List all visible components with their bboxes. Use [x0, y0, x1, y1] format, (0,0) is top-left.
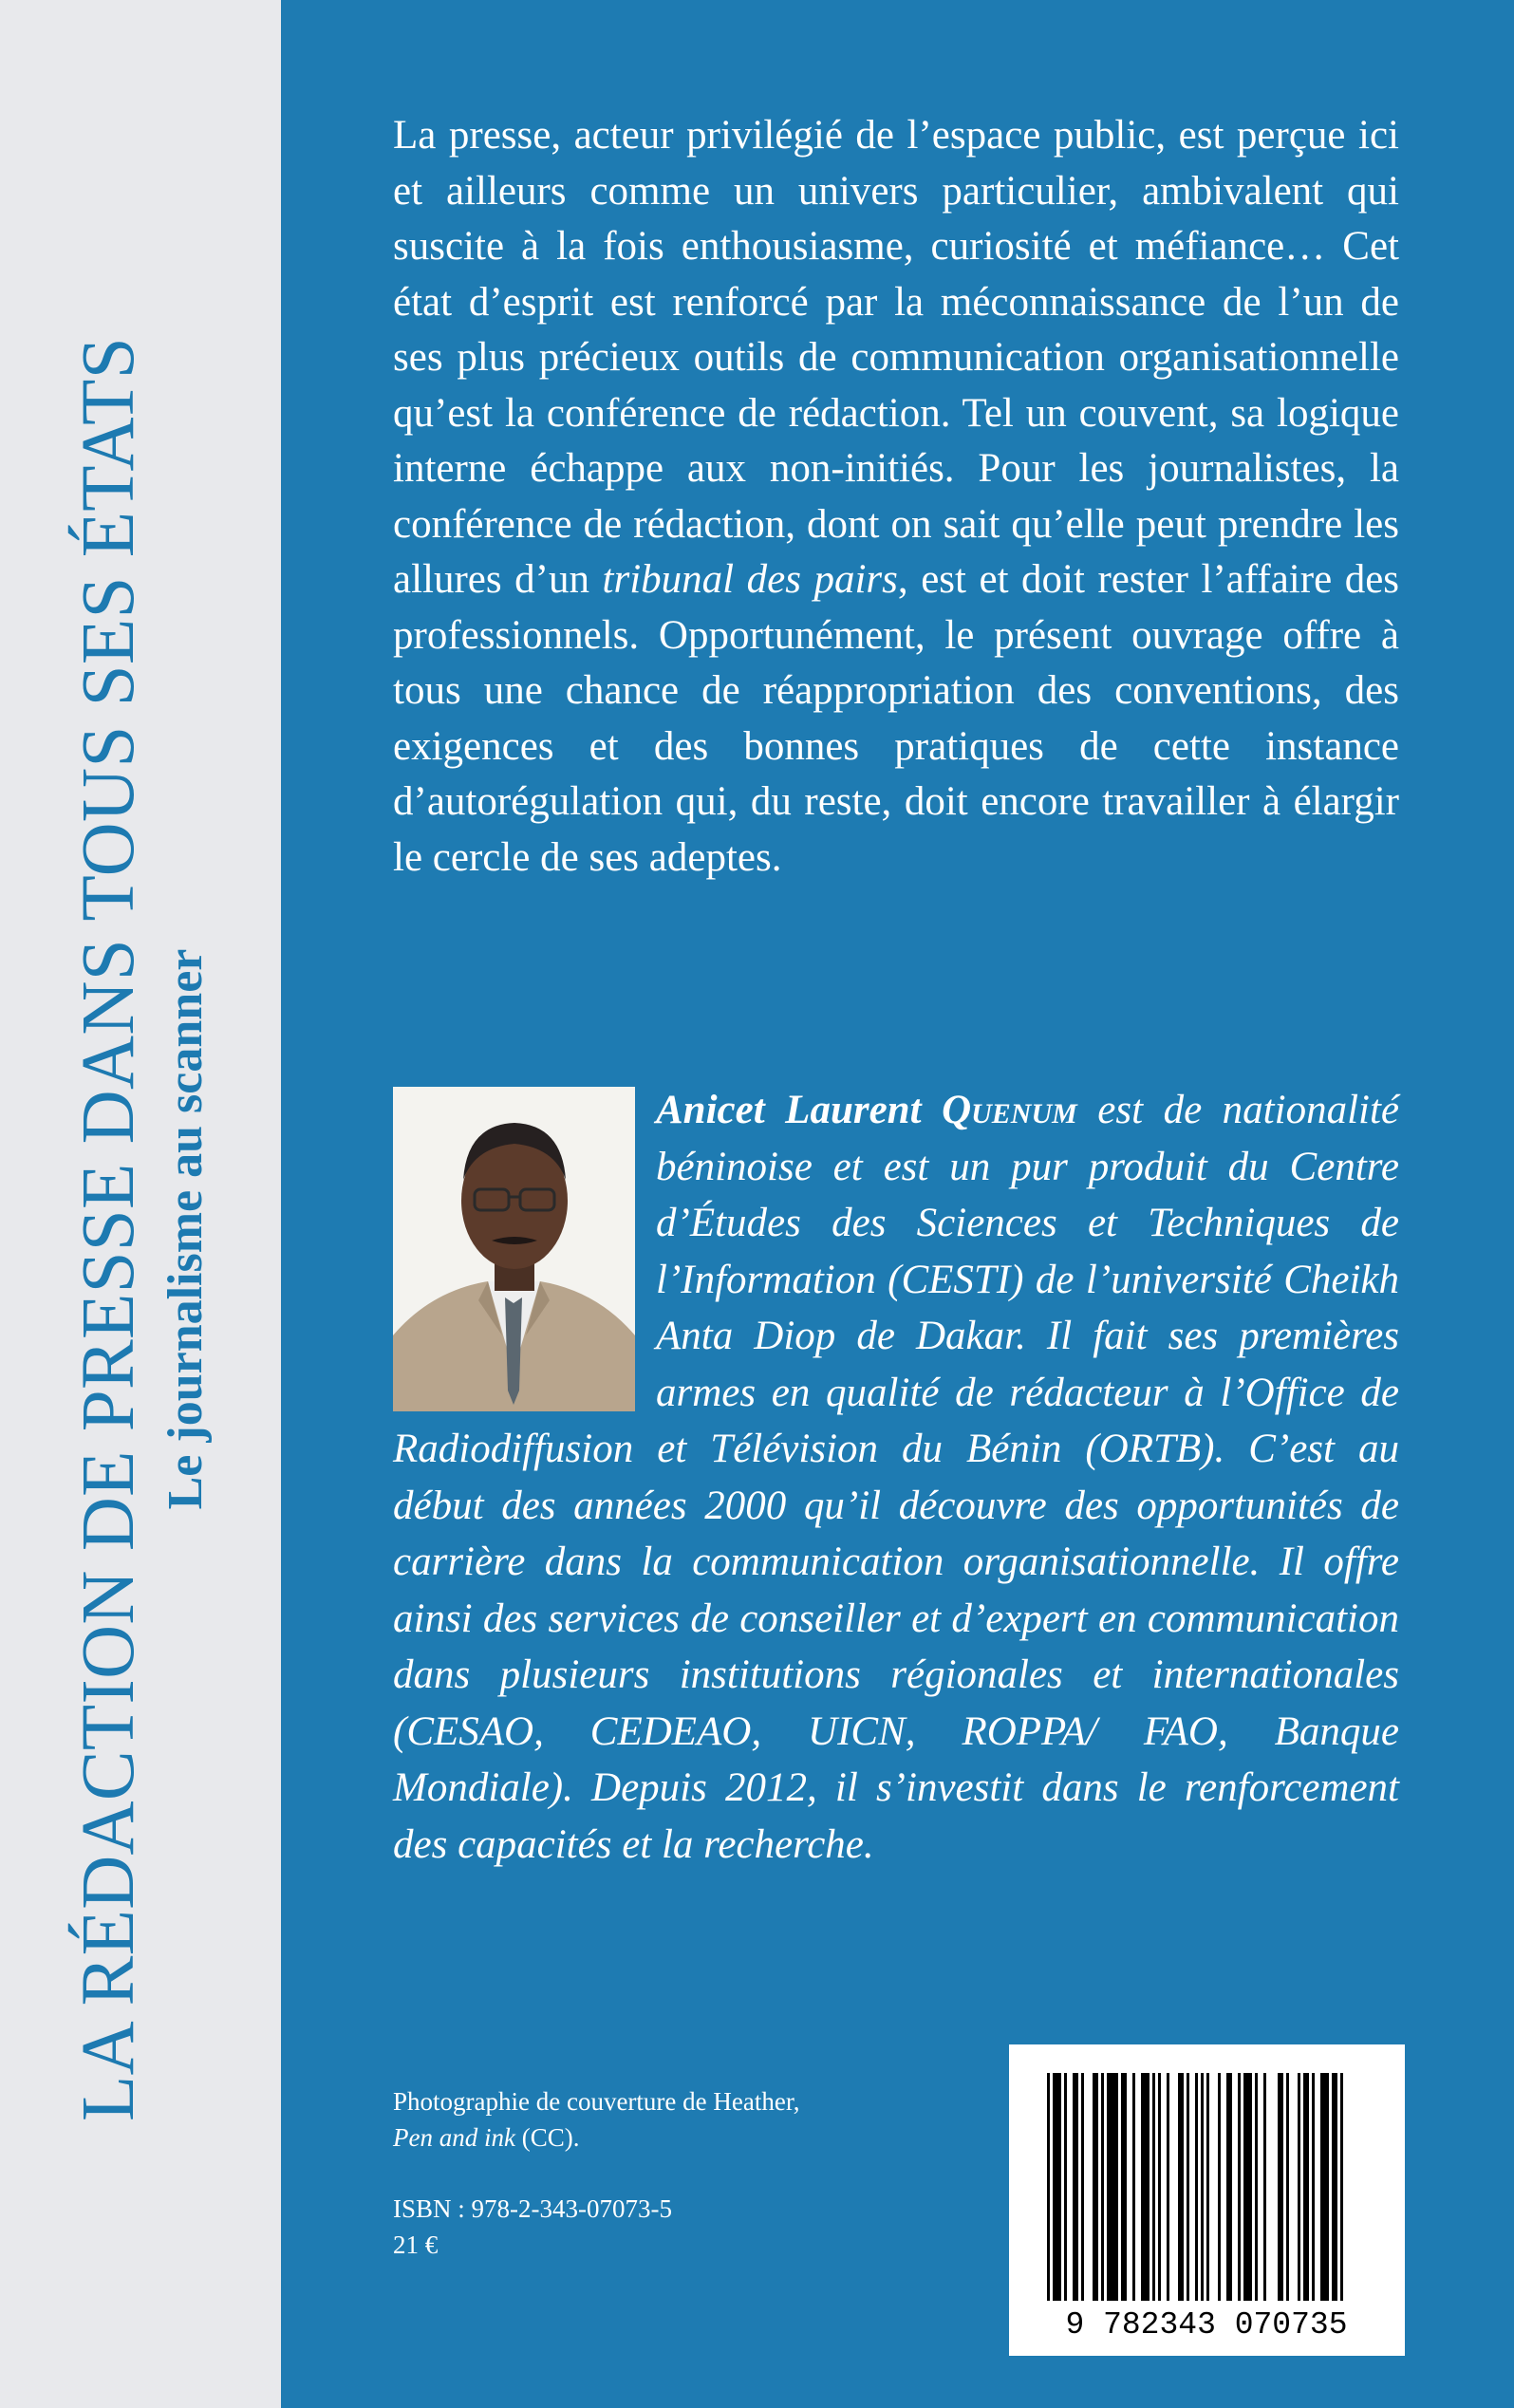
author-name: Anicet Laurent [656, 1088, 922, 1132]
spine-panel [0, 0, 281, 2408]
photo-credit-rest: (CC). [514, 2123, 580, 2152]
barcode-bar [1101, 2073, 1104, 2301]
isbn-block [393, 2191, 963, 2263]
author-photo [393, 1087, 635, 1411]
photo-credit-italic: Pen and ink [393, 2123, 515, 2152]
blurb-text-1: La presse, acteur privilégié de l’espace public, est perçue ici et ailleurs comme un univers particulier, ambivalent qui suscite à la fois enthousiasme, curiosité et méfiance… Cet état d’esprit est renforcé par la méconnaissance de l’un de ses plus précieux outils de communication organisationnelle qu’est la conférence de rédaction. Tel un couvent, sa logique interne échappe aux non-initiés. Pour les journalistes, la conférence de rédaction, dont on sait qu’elle peut prendre les allures d’un [393, 113, 1399, 602]
barcode-bar [1201, 2073, 1204, 2301]
barcode-bar [1286, 2073, 1289, 2301]
spine-title: LA RÉDACTION DE PRESSE DANS TOUS SES ÉTATS [67, 337, 150, 2121]
barcode-bar [1073, 2073, 1078, 2301]
blurb-italic: tribunal des pairs [602, 557, 898, 602]
price-text: 21 € [393, 2231, 439, 2259]
blurb-text-2: , est et doit rester l’affaire des professionnels. Opportunément, le présent ouvrage offre à tous une chance de réappropriation des conventions, des exigences et des bonnes pratiques de cette instance d’autorégulation qui, du reste, doit encore travailler à élargir le cercle de ses adeptes. [393, 557, 1400, 880]
barcode-bar [1218, 2073, 1221, 2301]
barcode-bar [1178, 2073, 1184, 2301]
barcode-bar [1278, 2073, 1283, 2301]
barcode-bar [1340, 2073, 1343, 2301]
photo-credit [393, 2083, 963, 2156]
blurb-paragraph [393, 108, 1399, 886]
barcode-bar [1320, 2073, 1329, 2301]
isbn-text: ISBN : 978-2-343-07073-5 [393, 2194, 672, 2223]
barcode-bar [1238, 2073, 1241, 2301]
barcode-bar [1243, 2073, 1252, 2301]
barcode-bar [1107, 2073, 1118, 2301]
barcode-bar [1158, 2073, 1161, 2301]
barcode-bar [1303, 2073, 1309, 2301]
barcode-bar [1263, 2073, 1266, 2301]
barcode-bar [1167, 2073, 1169, 2301]
barcode-bar [1053, 2073, 1061, 2301]
author-portrait-image [393, 1087, 635, 1411]
spine-subtitle: Le journalisme au scanner [159, 948, 213, 1510]
author-bio [393, 1082, 1399, 1873]
barcode-bar [1312, 2073, 1315, 2301]
barcode-bar [1298, 2073, 1300, 2301]
barcode-bar [1141, 2073, 1150, 2301]
author-bio-text: est de nationalité béninoise et est un pur produit du Centre d’Études des Sciences et Techniques de l’Information (CESTI) de l’université Cheikh Anta Diop de Dakar. Il fait ses premières armes en qualité de rédacteur à l’Office de Radiodiffusion et Télévision du Bénin (ORTB). C’est au début des années 2000 qu’il découvre des opportunités de carrière dans la communication organisationnelle. Il offre ainsi des services de conseiller et d’expert en communication dans plusieurs institutions régionales et internationales (CESAO, CEDEAO, UICN, ROPPA/ FAO, Banque Mondiale). Depuis 2012, il s’investit dans le renforcement des capacités et la recherche. [393, 1088, 1400, 1867]
barcode-bar [1206, 2073, 1209, 2301]
barcode-bar [1332, 2073, 1337, 2301]
barcode-box [1009, 2044, 1405, 2356]
barcode-bar [1132, 2073, 1135, 2301]
author-surname: Quenum [942, 1088, 1077, 1132]
spine-text [64, 90, 217, 2368]
barcode-bar [1195, 2073, 1198, 2301]
barcode-bar [1121, 2073, 1127, 2301]
barcode-icon [1009, 2044, 1405, 2356]
barcode-bar [1047, 2073, 1050, 2301]
photo-credit-line1: Photographie de couverture de Heather, [393, 2087, 800, 2116]
barcode-digits: 9 782343 070735 [1065, 2307, 1348, 2343]
barcode-bar [1081, 2073, 1084, 2301]
barcode-bar [1064, 2073, 1067, 2301]
barcode-bar [1152, 2073, 1155, 2301]
barcode-bar [1226, 2073, 1232, 2301]
barcode-bar [1187, 2073, 1189, 2301]
barcode-bar [1093, 2073, 1098, 2301]
barcode-bar [1255, 2073, 1258, 2301]
